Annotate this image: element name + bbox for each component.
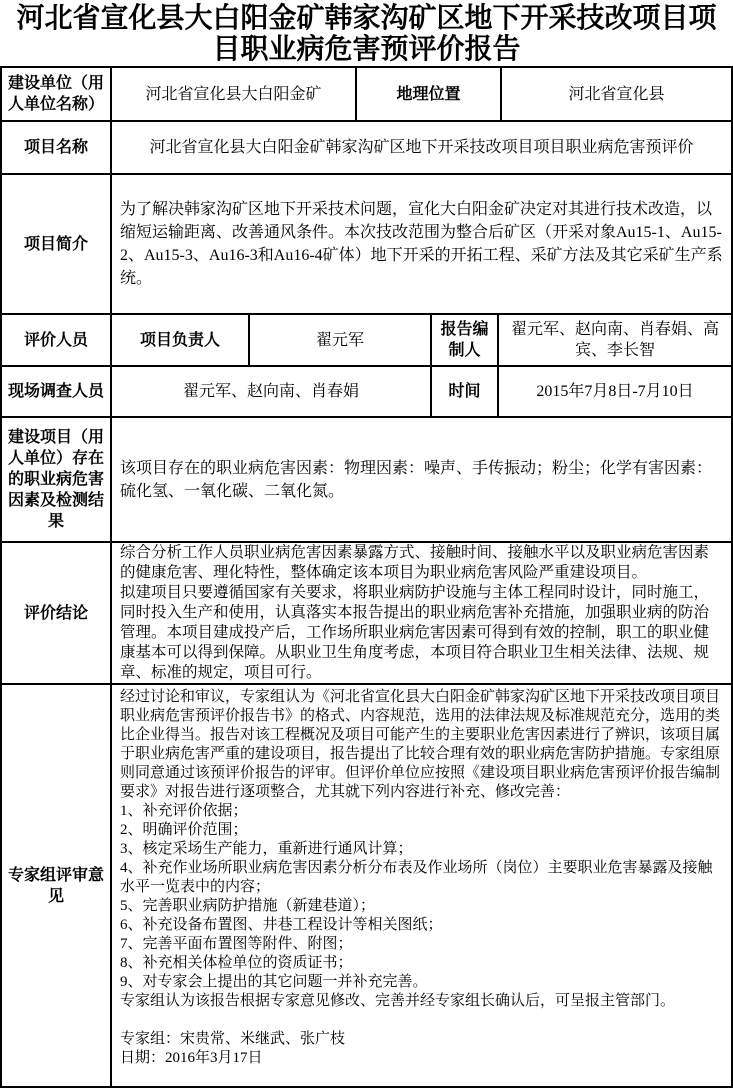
report-writers-label: 报告编制人	[430, 315, 497, 365]
geographic-location-label: 地理位置	[355, 68, 500, 120]
row-project-intro	[2, 173, 731, 313]
project-intro-label: 项目简介	[23, 235, 88, 253]
hazard-factors-label: 建设项目（用人单位）存在的职业病危害因素及检测结果	[7, 429, 104, 530]
list-item: 综合分析工作人员职业病危害因素暴露方式、接触时间、接触水平以及职业病危害因素的健康危害、理化特性，整体确定该本项目为职业病危害风险严重建设项目。	[120, 544, 710, 581]
evaluators-label: 评价人员	[23, 331, 88, 349]
list-item: 拟建项目只要遵循国家有关要求，将职业病防护设施与主体工程同时设计，同时施工，同时投入生产和使用，认真落实本报告提出的职业病危害补充措施，加强职业病的防治管理。本项目建成投产后，工作场所职业病危害因素可得到有效的控制，职工的职业健康基本可以得到保障。从职业卫生角度考虑，本项目符合职业卫生相关法律、法规、规章、标准的规定，项目可行。	[120, 584, 710, 681]
expert-review-value	[110, 685, 731, 1086]
expert-review-items	[120, 802, 723, 992]
list-item: 1、补充评价依据；	[120, 803, 248, 819]
survey-time-value: 2015年7月8日-7月10日	[497, 367, 731, 416]
list-item: 6、补充设备布置图、井巷工程设计等相关图纸；	[120, 917, 443, 933]
survey-time-label: 时间	[430, 367, 497, 416]
row-project-name	[2, 120, 731, 173]
construction-unit-value: 河北省宣化县大白阳金矿	[110, 68, 355, 120]
row-construction-unit	[2, 68, 731, 120]
row-evaluation-conclusion	[2, 541, 731, 683]
list-item: 9、对专家会上提出的其它问题一并补充完善。	[120, 974, 428, 990]
row-site-survey	[2, 365, 731, 416]
site-survey-label: 现场调查人员	[7, 383, 104, 400]
document-title: 河北省宣化县大白阳金矿韩家沟矿区地下开采技改项目项目职业病危害预评价报告	[16, 2, 717, 64]
site-survey-value: 翟元军、赵向南、肖春娟	[110, 367, 430, 416]
expert-review-closing: 专家组认为该报告根据专家意见修改、完善并经专家组长确认后，可呈报主管部门。	[120, 993, 676, 1009]
review-date-line: 日期：2016年3月17日	[120, 1050, 263, 1066]
list-item: 5、完善职业病防护措施（新建巷道）；	[120, 898, 376, 914]
row-evaluators	[2, 313, 731, 365]
blank-line	[120, 1011, 723, 1030]
expert-group-line: 专家组：宋贵常、米继武、张广枝	[120, 1031, 346, 1047]
project-leader-value: 翟元军	[248, 315, 430, 365]
report-table	[0, 66, 733, 1088]
project-name-label: 项目名称	[23, 139, 88, 156]
expert-review-label: 专家组评审意见	[7, 866, 104, 905]
report-writers-value: 翟元军、赵向南、肖春娟、高宾、李长智	[497, 315, 731, 365]
project-intro-value: 为了解决韩家沟矿区地下开采技术问题，宣化大白阳金矿决定对其进行技术改造，以缩短运输距离、改善通风条件。本次技改范围为整合后矿区（开采对象Au15-1、Au15-2、Au15-3、Au16-3和Au16-4矿体）地下开采的开拓工程、采矿方法及其它采矿生产系统。	[110, 175, 731, 313]
evaluation-conclusion-value	[110, 543, 731, 683]
list-item: 4、补充作业场所职业病危害因素分析分布表及作业场所（岗位）主要职业危害暴露及接触水平一览表中的内容；	[120, 860, 713, 895]
project-name-value: 河北省宣化县大白阳金矿韩家沟矿区地下开采技改项目项目职业病危害预评价	[110, 122, 731, 173]
row-expert-review	[2, 683, 731, 1086]
row-hazard-factors	[2, 416, 731, 541]
hazard-factors-value: 该项目存在的职业病危害因素：物理因素：噪声、手传振动；粉尘；化学有害因素：硫化氢、一氧化碳、二氧化氮。	[110, 418, 731, 541]
construction-unit-label: 建设单位（用人单位名称）	[7, 75, 104, 113]
list-item: 2、明确评价范围；	[120, 822, 248, 838]
evaluation-conclusion-label: 评价结论	[23, 604, 88, 622]
project-leader-label: 项目负责人	[110, 315, 248, 365]
list-item: 7、完善平面布置图等附件、附图；	[120, 936, 353, 952]
list-item: 3、核定采场生产能力，重新进行通风计算；	[120, 841, 413, 857]
list-item: 8、补充相关体检单位的资质证书；	[120, 955, 353, 971]
expert-review-intro: 经过讨论和审议，专家组认为《河北省宣化县大白阳金矿韩家沟矿区地下开采技改项目项目职业病危害预评价报告书》的格式、内容规范，选用的法律法规及标准规范充分，选用的类比企业得当。报告对该工程概况及项目可能产生的主要职业危害因素进行了辨识，该项目属于职业病危害严重的建设项目，报告提出了比较合理有效的职业病危害防护措施。专家组原则同意通过该预评价报告的评审。但评价单位应按照《建设项目职业病危害预评价报告编制要求》对报告进行逐项整合，尤其就下列内容进行补充、修改完善：	[120, 689, 721, 800]
geographic-location-value: 河北省宣化县	[500, 68, 731, 120]
